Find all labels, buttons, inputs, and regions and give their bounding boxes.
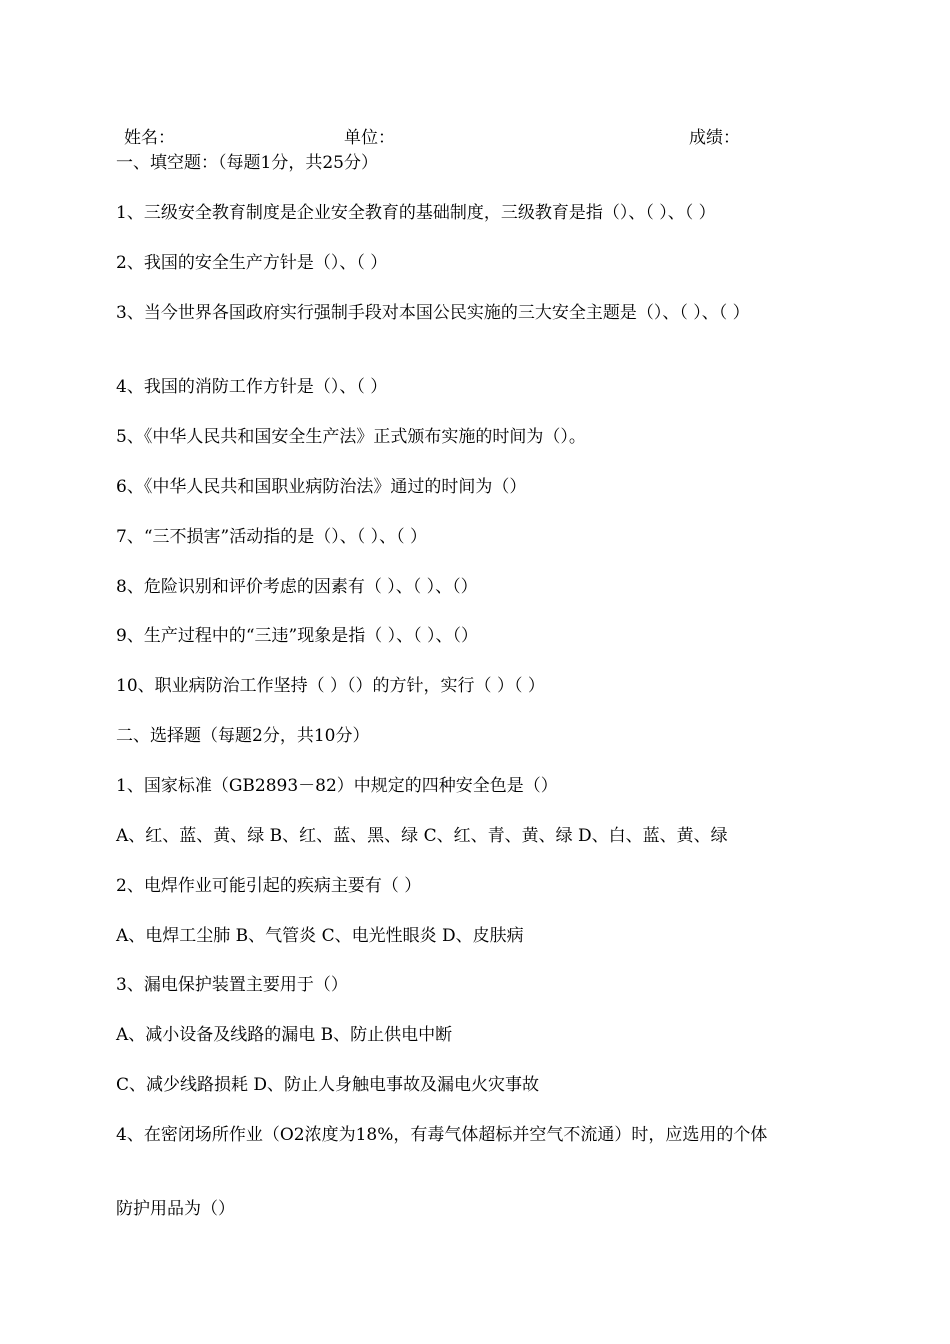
question-1-2: 2、我国的安全生产方针是（）、（ ） xyxy=(116,253,388,273)
question-2-1-options: A、红、蓝、黄、绿 B、红、蓝、黑、绿 C、红、青、黄、绿 D、白、蓝、黄、绿 xyxy=(116,826,728,846)
question-1-10: 10、职业病防治工作坚持（ ）（）的方针，实行（ ）（ ） xyxy=(116,676,545,696)
question-2-3-options-ab: A、减小设备及线路的漏电 B、防止供电中断 xyxy=(116,1025,453,1045)
question-1-4: 4、我国的消防工作方针是（）、（ ） xyxy=(116,377,388,397)
question-1-7: 7、“三不损害”活动指的是（）、（ ）、（ ） xyxy=(116,527,428,547)
question-1-5: 5、《中华人民共和国安全生产法》正式颁布实施的时间为（）。 xyxy=(116,427,586,447)
question-2-2-options: A、电焊工尘肺 B、气管炎 C、电光性眼炎 D、皮肤病 xyxy=(116,926,524,946)
question-2-3-options-cd: C、减少线路损耗 D、防止人身触电事故及漏电火灾事故 xyxy=(116,1075,540,1095)
name-label: 姓名： xyxy=(124,128,175,148)
section-2-title: 二、选择题（每题2分，共10分） xyxy=(116,726,370,746)
question-2-4: 4、在密闭场所作业（O2浓度为18%，有毒气体超标并空气不流通）时，应选用的个体 xyxy=(116,1125,768,1145)
question-1-1: 1、三级安全教育制度是企业安全教育的基础制度，三级教育是指（）、（ ）、（ ） xyxy=(116,203,716,223)
unit-label: 单位： xyxy=(344,128,395,148)
question-2-1: 1、国家标准（GB2893－82）中规定的四种安全色是（） xyxy=(116,776,558,796)
section-1-title: 一、填空题：（每题1分，共25分） xyxy=(116,153,378,173)
question-1-8: 8、危险识别和评价考虑的因素有（ ）、（ ）、（） xyxy=(116,577,478,597)
question-2-2: 2、电焊作业可能引起的疾病主要有（ ） xyxy=(116,876,422,896)
question-1-6: 6、《中华人民共和国职业病防治法》通过的时间为（） xyxy=(116,477,527,497)
question-1-9: 9、生产过程中的“三违”现象是指（ ）、（ ）、（） xyxy=(116,626,479,646)
question-2-3: 3、漏电保护装置主要用于（） xyxy=(116,975,348,995)
question-1-3: 3、当今世界各国政府实行强制手段对本国公民实施的三大安全主题是（）、（ ）、（ ） xyxy=(116,303,750,323)
score-label: 成绩： xyxy=(689,128,740,148)
question-2-4-continued: 防护用品为（） xyxy=(116,1199,235,1219)
